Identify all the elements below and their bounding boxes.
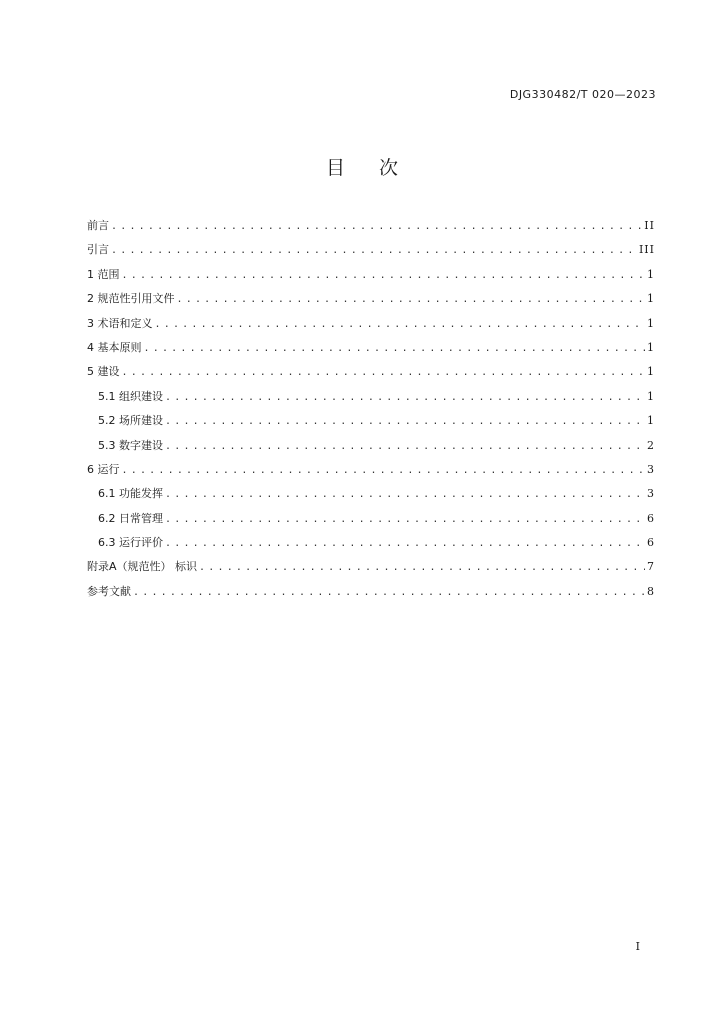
toc-entry-page: 1	[647, 340, 655, 354]
toc-entry-label: 3 术语和定义	[87, 316, 153, 330]
toc-entry-page: II	[644, 219, 655, 232]
toc-dot-leader	[177, 293, 646, 307]
toc-entry-page: 1	[647, 389, 655, 403]
page-number: I	[635, 940, 640, 953]
toc-entry-page: 3	[647, 462, 655, 476]
toc-dot-leader	[122, 464, 646, 478]
toc-entry-label: 4 基本原则	[87, 340, 142, 354]
toc-entry[interactable]	[87, 585, 655, 609]
toc-entry-page: 3	[647, 487, 655, 501]
toc-entry[interactable]	[87, 414, 655, 438]
toc-dot-leader	[165, 513, 645, 527]
toc-entry-label: 附录A（规范性） 标识	[87, 560, 198, 574]
toc-entry[interactable]	[87, 463, 655, 487]
toc-entry-label: 6 运行	[87, 462, 120, 476]
toc-dot-leader	[144, 342, 646, 356]
toc-dot-leader	[111, 220, 642, 234]
toc-dot-leader	[133, 586, 645, 600]
toc-entry-page: 1	[647, 365, 655, 379]
toc-dot-leader	[122, 366, 646, 380]
page-title: 目次	[325, 157, 432, 179]
toc-entry[interactable]	[87, 317, 655, 341]
document-id: DJG330482/T 020—2023	[509, 88, 656, 101]
toc-entry[interactable]	[87, 243, 655, 267]
toc-entry[interactable]	[87, 292, 655, 316]
toc-entry-page: 1	[647, 316, 655, 330]
toc-dot-leader	[165, 415, 645, 429]
toc-entry[interactable]	[87, 512, 655, 536]
toc-entry-page: 1	[647, 414, 655, 428]
toc-entry[interactable]	[87, 341, 655, 365]
toc-entry-label: 6.2 日常管理	[98, 511, 163, 525]
toc-entry-page: 1	[647, 292, 655, 306]
toc-entry[interactable]	[87, 536, 655, 560]
toc-entry-label: 5.2 场所建设	[98, 414, 163, 428]
table-of-contents	[87, 219, 655, 609]
toc-entry-label: 参考文献	[87, 584, 131, 598]
toc-entry-page: 6	[647, 536, 655, 550]
toc-dot-leader	[165, 391, 645, 405]
toc-entry[interactable]	[87, 439, 655, 463]
toc-entry-label: 1 范围	[87, 267, 120, 281]
toc-entry-label: 引言	[87, 243, 109, 257]
toc-entry-page: 2	[647, 438, 655, 452]
toc-dot-leader	[165, 440, 645, 454]
toc-entry[interactable]	[87, 219, 655, 243]
toc-entry-page: 6	[647, 511, 655, 525]
toc-entry[interactable]	[87, 390, 655, 414]
toc-entry[interactable]	[87, 268, 655, 292]
toc-entry-page: 8	[647, 584, 655, 598]
toc-entry-page: III	[638, 243, 655, 257]
toc-entry-label: 5.1 组织建设	[98, 389, 163, 403]
toc-entry-label: 5 建设	[87, 365, 120, 379]
toc-entry-label: 6.1 功能发挥	[98, 487, 163, 501]
toc-entry-page: 1	[647, 267, 655, 281]
toc-dot-leader	[155, 318, 646, 332]
toc-dot-leader	[165, 537, 645, 551]
toc-entry-label: 2 规范性引用文件	[87, 292, 175, 306]
toc-entry-label: 5.3 数字建设	[98, 438, 163, 452]
toc-entry-label: 前言	[87, 219, 109, 232]
toc-dot-leader	[122, 269, 646, 283]
toc-entry-label: 6.3 运行评价	[98, 536, 163, 550]
toc-dot-leader	[165, 488, 645, 502]
toc-entry[interactable]	[87, 487, 655, 511]
toc-dot-leader	[199, 561, 645, 575]
toc-dot-leader	[111, 244, 637, 258]
toc-entry[interactable]	[87, 560, 655, 584]
toc-entry[interactable]	[87, 365, 655, 389]
toc-entry-page: 7	[647, 560, 655, 574]
